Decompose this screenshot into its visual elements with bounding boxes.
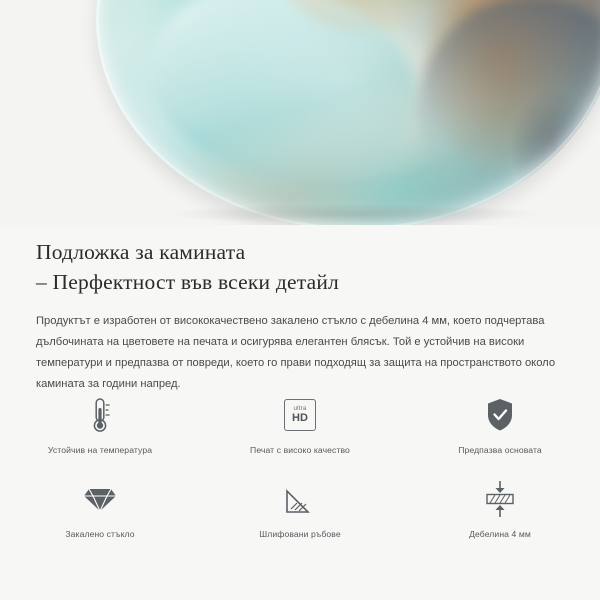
thermometer-icon: [83, 393, 117, 437]
product-shadow: [104, 200, 600, 225]
polished-edges-icon: [283, 477, 317, 521]
content-block: [0, 225, 600, 395]
headline-line-1: Подложка за камината: [36, 240, 246, 264]
feature-label: Предпазва основата: [458, 445, 542, 455]
feature-item-print-quality: [200, 393, 400, 455]
diamond-icon: [82, 477, 118, 521]
feature-grid: [0, 393, 600, 539]
ultra-hd-icon: [284, 393, 316, 437]
feature-item-temperature: [0, 393, 200, 455]
shield-check-icon: [483, 393, 517, 437]
feature-item-thickness: [400, 477, 600, 539]
feature-item-tempered-glass: [0, 477, 200, 539]
ultra-hd-badge-bottom: HD: [292, 412, 308, 425]
feature-label: Дебелина 4 мм: [469, 529, 531, 539]
product-description: Продуктът е изработен от висококачествено закалено стъкло с дебелина 4 мм, което подчертава дълбочината на цветовете на печата и осигурява елегантен блясък. Той е устойчив на високи температури и предпазва от повреди, което го прави подходящ за защита на пространството около камината за години напред.: [36, 315, 556, 390]
feature-label: Устойчив на температура: [47, 445, 153, 455]
headline-line-2: – Перфектност във всеки детайл: [36, 270, 339, 294]
feature-label: Шлифовани ръбове: [259, 529, 341, 539]
thickness-arrows-icon: [483, 477, 517, 521]
page-title: [0, 225, 600, 297]
ultra-hd-badge-top: ultra: [293, 404, 307, 412]
hero-image: [0, 0, 600, 225]
feature-label: Печат с високо качество: [250, 445, 350, 455]
glass-mat-product-image: [96, 0, 600, 225]
feature-item-surface-protection: [400, 393, 600, 455]
feature-label: Закалено стъкло: [65, 529, 135, 539]
feature-item-polished-edges: [200, 477, 400, 539]
